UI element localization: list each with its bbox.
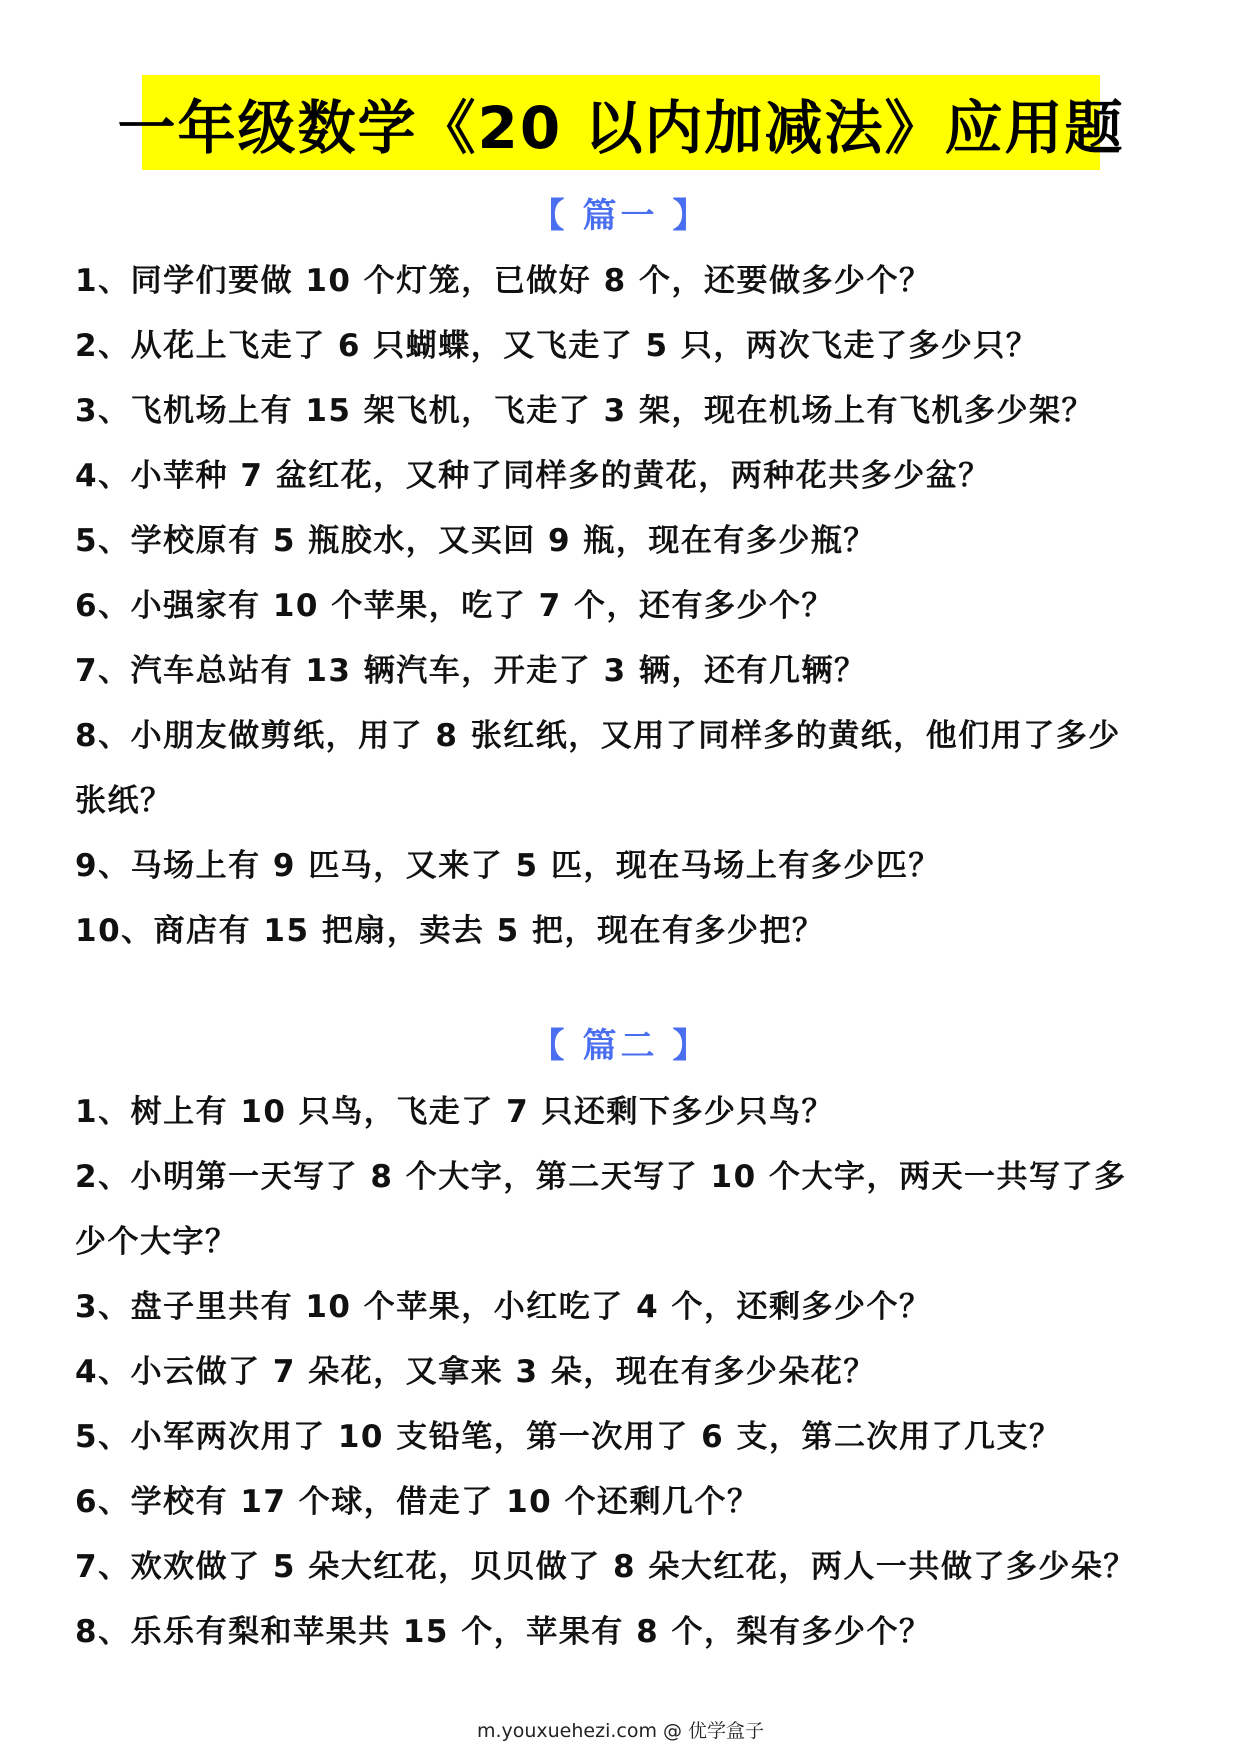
page-title: 一年级数学《20 以内加减法》应用题 <box>117 93 1125 162</box>
question-text: 1、同学们要做 10 个灯笼，已做好 8 个，还要做多少个？ <box>75 263 932 299</box>
question-text: 4、小苹种 7 盆红花，又种了同样多的黄花，两种花共多少盆？ <box>75 458 991 494</box>
question-text: 9、马场上有 9 匹马，又来了 5 匹，现在马场上有多少匹？ <box>75 848 941 884</box>
question-item <box>75 704 1175 834</box>
question-text: 8、小朋友做剪纸，用了 8 张红纸，又用了同样多的黄纸，他们用了多少 <box>75 718 1121 754</box>
question-list-1 <box>75 249 1175 964</box>
question-item <box>75 1535 1175 1600</box>
question-item <box>75 509 1175 574</box>
question-text: 2、从花上飞走了 6 只蝴蝶，又飞走了 5 只，两次飞走了多少只？ <box>75 328 1039 364</box>
question-item <box>75 1600 1175 1665</box>
question-item <box>75 1145 1175 1275</box>
question-item <box>75 314 1175 379</box>
section-label: 篇二 <box>582 1026 659 1066</box>
bracket-right: 】 <box>672 1026 711 1066</box>
question-item <box>75 1080 1175 1145</box>
question-text: 5、小军两次用了 10 支铅笔，第一次用了 6 支，第二次用了几支？ <box>75 1419 1062 1455</box>
question-item <box>75 639 1175 704</box>
section-label: 篇一 <box>582 196 659 236</box>
question-text: 4、小云做了 7 朵花，又拿来 3 朵，现在有多少朵花？ <box>75 1354 876 1390</box>
question-text: 5、学校原有 5 瓶胶水，又买回 9 瓶，现在有多少瓶？ <box>75 523 876 559</box>
question-text: 8、乐乐有梨和苹果共 15 个，苹果有 8 个，梨有多少个？ <box>75 1614 932 1650</box>
question-item <box>75 1470 1175 1535</box>
question-text-continued: 少个大字？ <box>75 1224 238 1260</box>
question-item <box>75 834 1175 899</box>
question-item <box>75 444 1175 509</box>
section-heading-2 <box>0 1018 1241 1067</box>
question-text-continued: 张纸？ <box>75 783 173 819</box>
section-heading-1 <box>0 188 1241 237</box>
question-text: 10、商店有 15 把扇，卖去 5 把，现在有多少把？ <box>75 913 825 949</box>
question-text: 7、汽车总站有 13 辆汽车，开走了 3 辆，还有几辆？ <box>75 653 867 689</box>
question-item <box>75 379 1175 444</box>
question-item <box>75 1340 1175 1405</box>
question-text: 3、飞机场上有 15 架飞机，飞走了 3 架，现在机场上有飞机多少架？ <box>75 393 1094 429</box>
question-text: 6、学校有 17 个球，借走了 10 个还剩几个？ <box>75 1484 760 1520</box>
bracket-left: 【 <box>530 1026 569 1066</box>
question-text: 1、树上有 10 只鸟，飞走了 7 只还剩下多少只鸟？ <box>75 1094 834 1130</box>
footer-watermark: m.youxuehezi.com @ 优学盒子 <box>476 1720 765 1742</box>
bracket-left: 【 <box>530 196 569 236</box>
question-item <box>75 574 1175 639</box>
question-item <box>75 1275 1175 1340</box>
question-item <box>75 1405 1175 1470</box>
question-text: 3、盘子里共有 10 个苹果，小红吃了 4 个，还剩多少个？ <box>75 1289 932 1325</box>
bracket-right: 】 <box>672 196 711 236</box>
question-list-2 <box>75 1080 1175 1665</box>
question-item <box>75 899 1175 964</box>
question-text: 2、小明第一天写了 8 个大字，第二天写了 10 个大字，两天一共写了多 <box>75 1159 1127 1195</box>
question-text: 6、小强家有 10 个苹果，吃了 7 个，还有多少个？ <box>75 588 834 624</box>
question-item <box>75 249 1175 314</box>
question-text: 7、欢欢做了 5 朵大红花，贝贝做了 8 朵大红花，两人一共做了多少朵？ <box>75 1549 1136 1585</box>
title-highlight <box>117 75 1125 170</box>
